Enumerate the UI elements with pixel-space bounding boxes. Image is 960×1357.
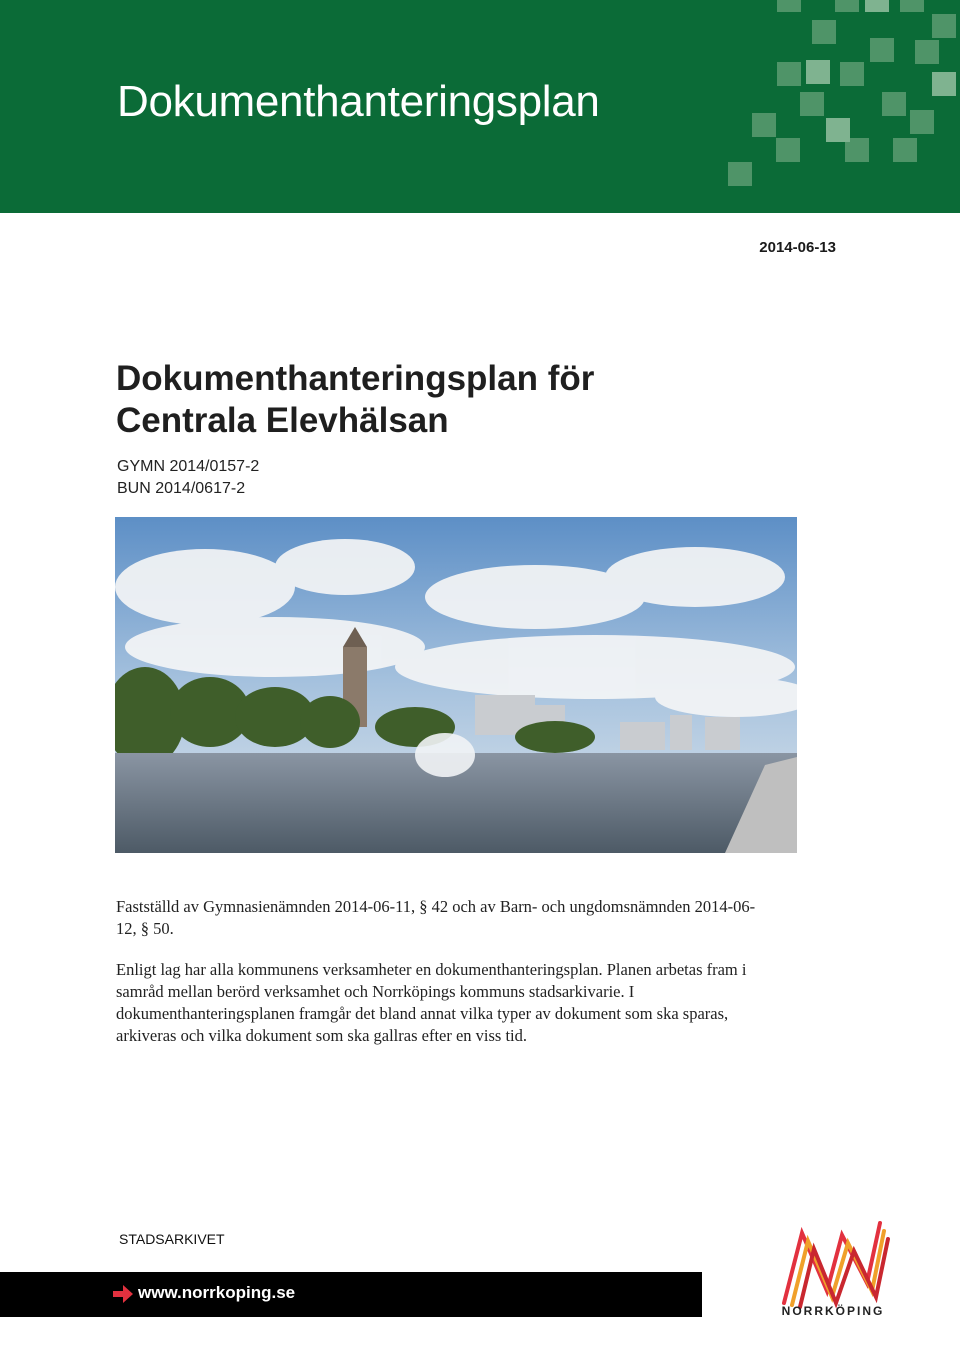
- reference-numbers: [117, 456, 259, 500]
- document-title-line-1: Dokumenthanteringsplan för: [116, 359, 595, 398]
- header-band: [0, 0, 960, 213]
- document-date: 2014-06-13: [759, 239, 836, 256]
- reference-gymn: GYMN 2014/0157-2: [117, 458, 260, 475]
- footer-bar: [0, 1272, 702, 1317]
- reference-bun: BUN 2014/0617-2: [117, 480, 246, 497]
- logo-wordmark: NORRKÖPING: [781, 1304, 885, 1318]
- website-link[interactable]: www.norrkoping.se: [138, 1283, 296, 1302]
- document-title-line-2: Centrala Elevhälsan: [116, 401, 449, 440]
- adoption-note: Fastställd av Gymnasienämnden 2014-06-11, § 42 och av Barn- och ungdomsnämnden 2014-06-12, § 50.: [116, 897, 756, 938]
- header-title: Dokumenthanteringsplan: [117, 77, 600, 126]
- organization-label: STADSARKIVET: [119, 1231, 225, 1247]
- document-title: [116, 358, 594, 442]
- body-paragraph: Enligt lag har alla kommunens verksamheter en dokumenthanteringsplan. Planen arbetas fram i samråd mellan berörd verksamhet och Norrköpings kommuns stadsarkivarie. I dokumenthanteringsplanen framgår det bland annat vilka typer av dokument som ska sparas, arkiveras och vilka dokument som ska gallras efter en viss tid.: [116, 960, 747, 1045]
- river-city-photo: [115, 517, 797, 853]
- arrow-icon: [113, 1285, 133, 1303]
